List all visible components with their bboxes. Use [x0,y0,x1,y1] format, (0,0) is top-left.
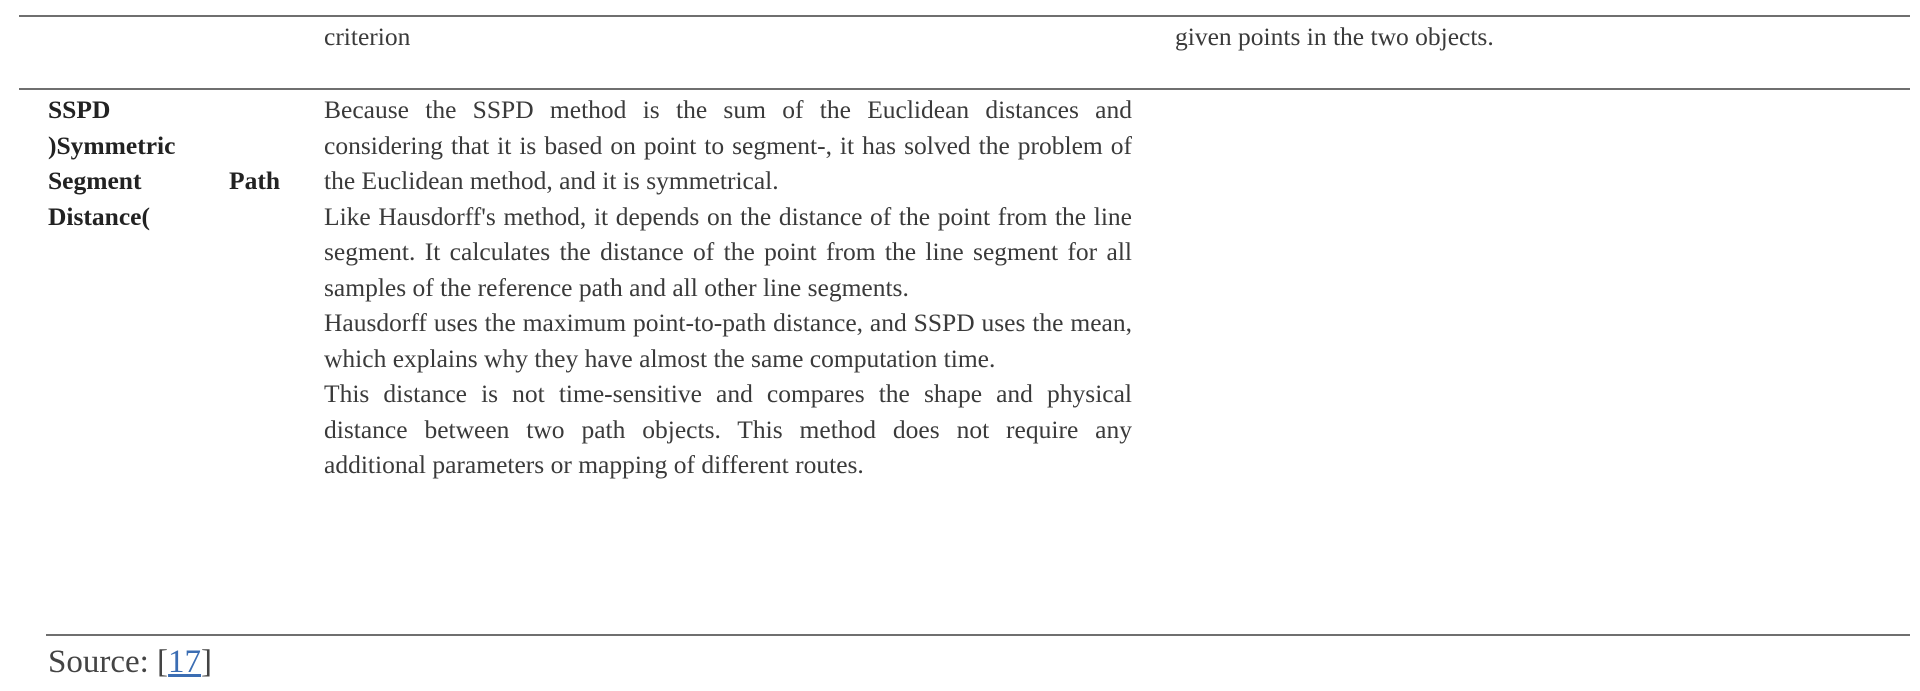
row-separator-rule [19,88,1910,90]
method-name-cell [48,92,280,234]
prev-row-notes-tail: given points in the two objects. [1175,22,1494,51]
source-caption [48,642,212,682]
description-paragraph: This distance is not time-sensitive and compares the shape and physical distance between two path objects. This method does not require any additional parameters or mapping of different routes. [324,379,1132,479]
method-description-cell [324,92,1132,483]
source-label: Source: [ [48,644,169,680]
description-paragraph: Because the SSPD method is the sum of the Euclidean distances and considering that it is based on point to segment-, it has solved the problem of the Euclidean method, and it is symmetrical. [324,95,1132,195]
method-name-word: Path [229,166,280,195]
method-name-line: Distance( [48,201,150,231]
table-top-rule [19,15,1910,17]
description-paragraph: Like Hausdorff's method, it depends on the distance of the point from the line segment. It calculates the distance of the point from the line segment for all samples of the reference path and all other line segments. [324,201,1132,302]
description-paragraph: Hausdorff uses the maximum point-to-path distance, and SSPD uses the mean, which explains why they have almost the same computation time. [324,308,1132,373]
method-name-line: )Symmetric [48,130,176,160]
method-name-word: Segment [48,166,142,195]
source-reference-link[interactable]: 17 [168,644,202,680]
table-bottom-rule [46,634,1910,636]
method-name-line: SSPD [48,95,111,124]
prev-row-description-tail: criterion [324,22,411,51]
source-close-bracket: ] [201,644,213,680]
method-name-line [48,163,280,199]
